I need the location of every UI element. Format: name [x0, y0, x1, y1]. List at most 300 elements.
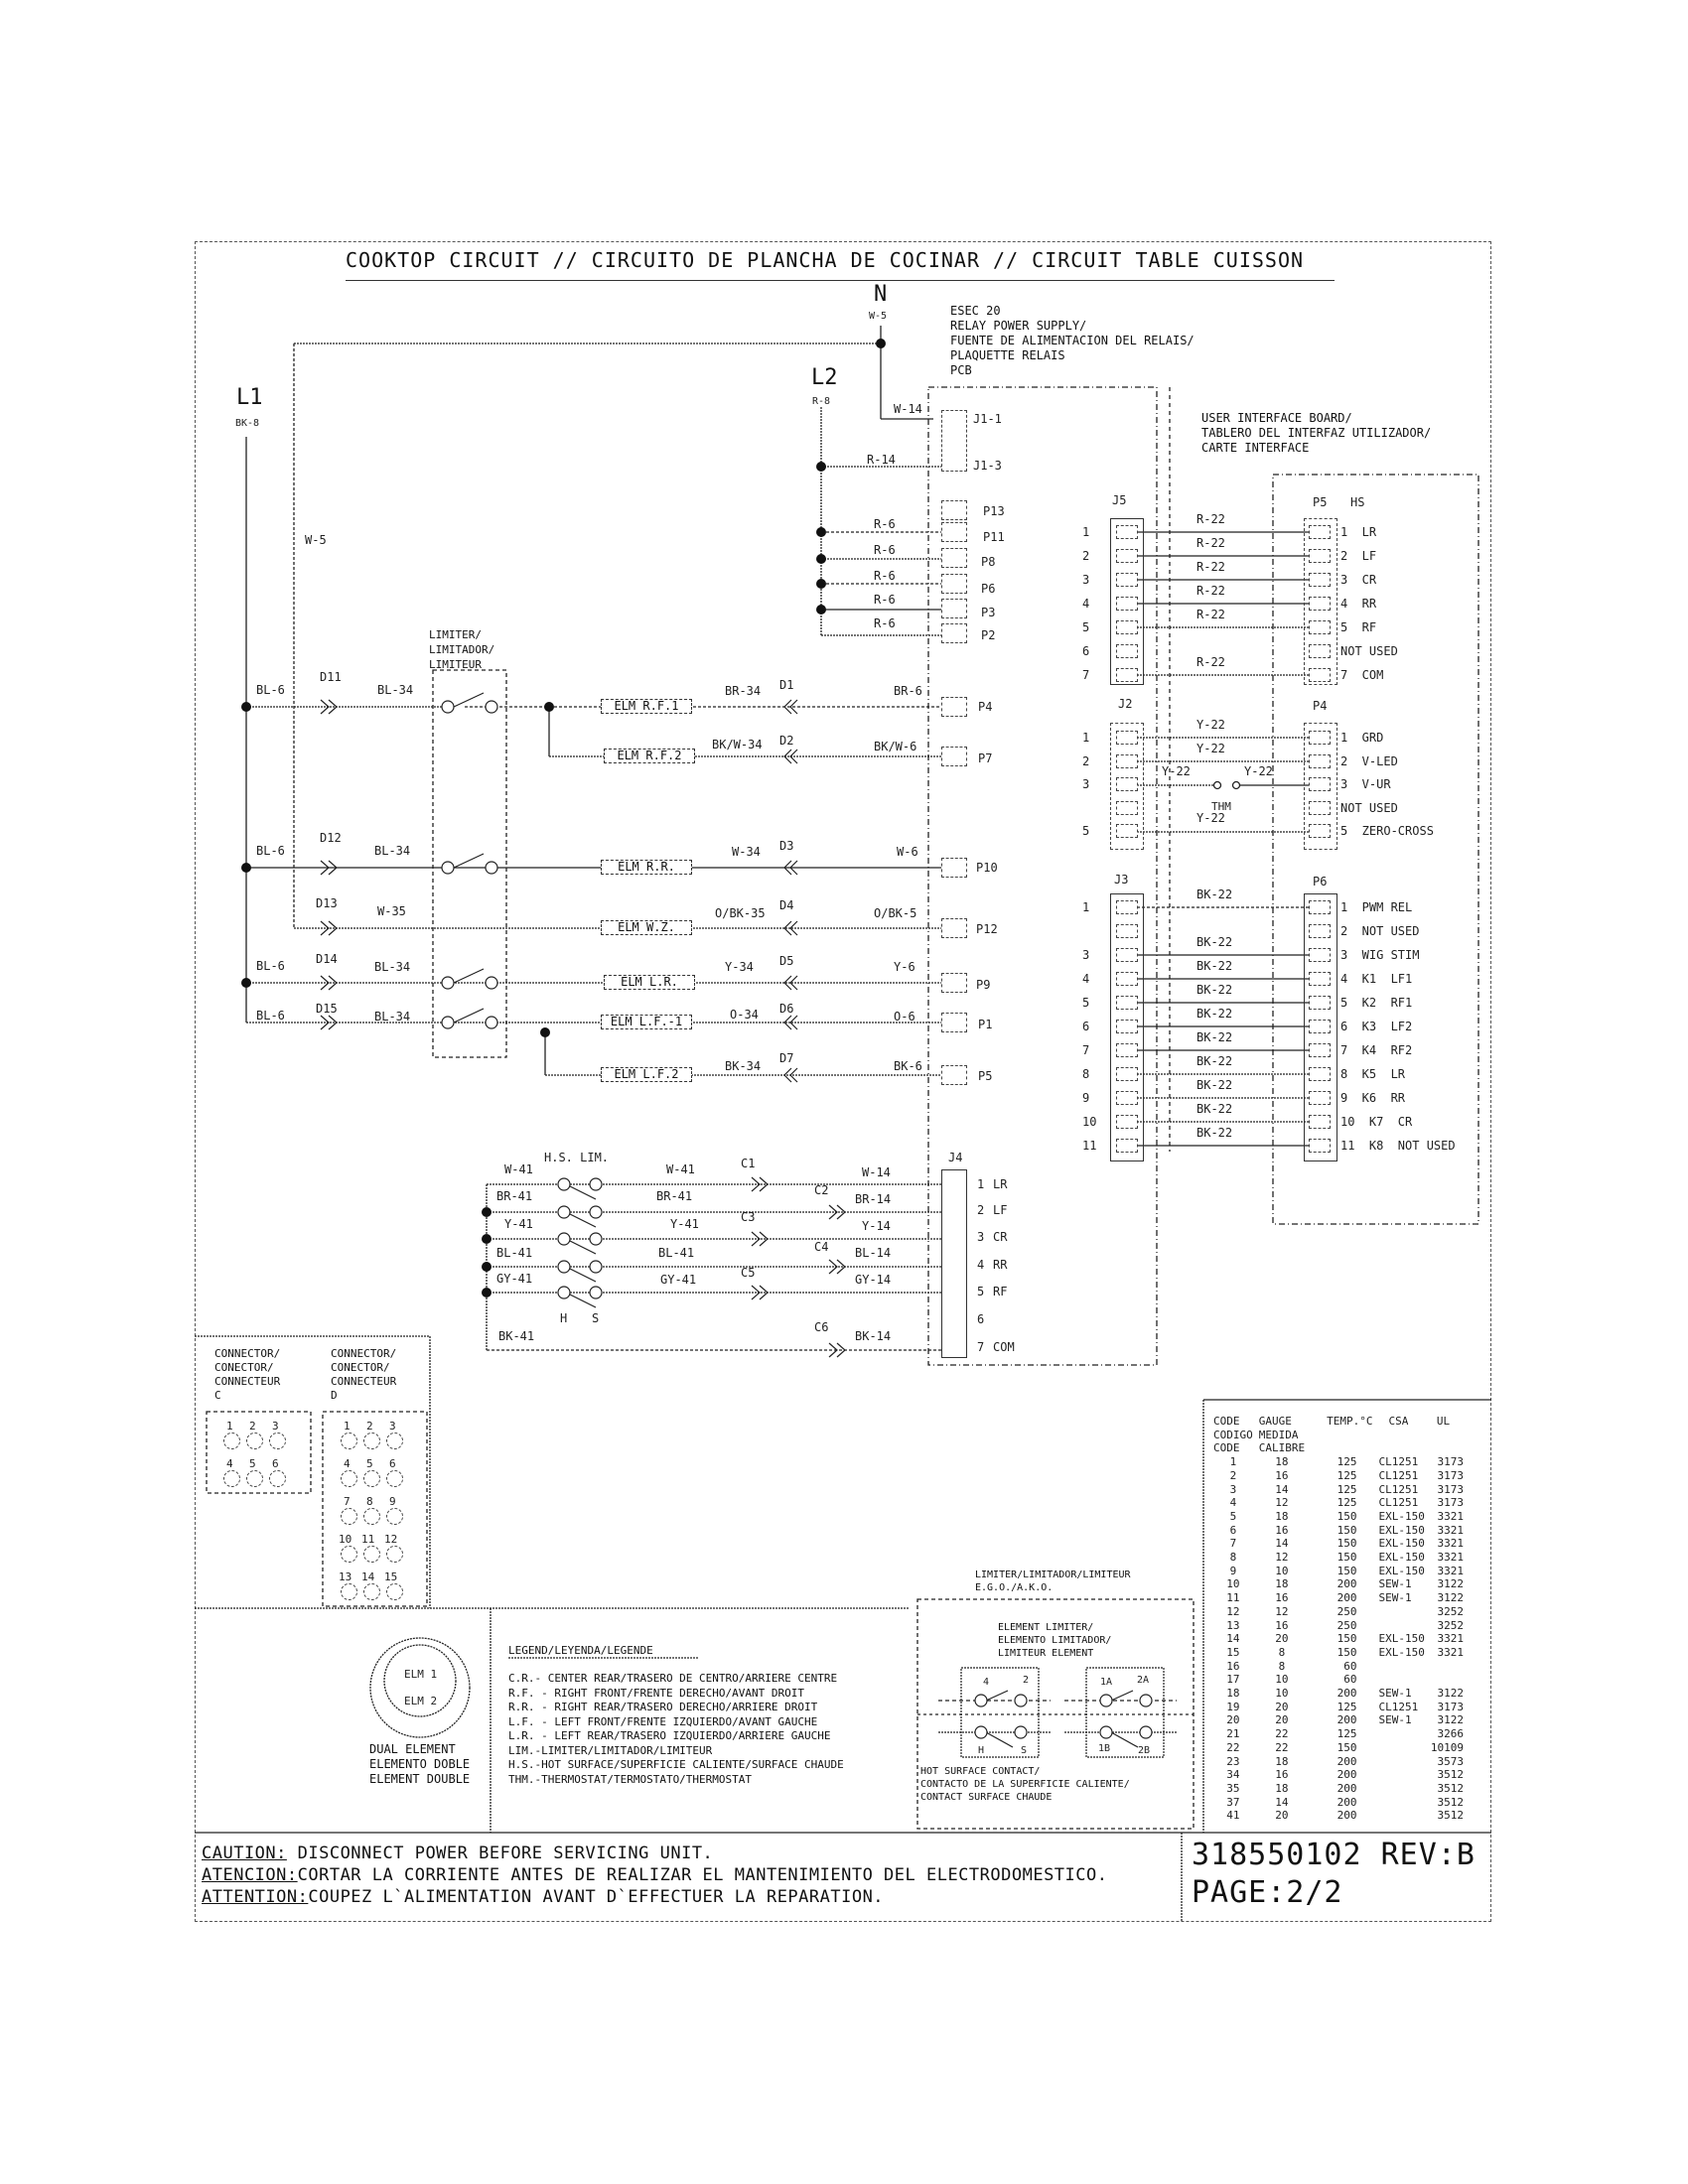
wire-code-row: 37 14 200 3512 [1226, 1795, 1464, 1809]
connector-pin [1309, 1067, 1331, 1081]
j4-pin-name: RF [993, 1285, 1008, 1298]
connector-pin-socket [223, 1470, 240, 1487]
j4-connector [941, 1169, 967, 1358]
wire-label: BK-22 [1196, 1030, 1233, 1044]
wire-code-row: 16 8 60 [1226, 1659, 1357, 1673]
connector-pin [1309, 1115, 1331, 1129]
header-csa: CSA [1388, 1415, 1409, 1428]
connector-pin-number: 1 [344, 1420, 351, 1433]
connector-out: D4 [779, 898, 794, 912]
wire-label: BL-14 [855, 1246, 892, 1260]
wire-label: BR-41 [656, 1189, 693, 1203]
terminal-label: 4 [983, 1677, 990, 1688]
caution-label: CAUTION: [202, 1843, 287, 1863]
wire-label: GY-14 [855, 1273, 892, 1287]
connector-pin [1116, 1067, 1138, 1081]
relay-board-title: ESEC 20 RELAY POWER SUPPLY/ FUENTE DE ALIMENTACION DEL RELAIS/ PLAQUETTE RELAIS PCB [950, 304, 1195, 377]
connector-pin-socket [363, 1583, 380, 1600]
connector-pin [1116, 996, 1138, 1010]
pin-label: P8 [981, 555, 996, 569]
relay-pin-p3 [941, 599, 967, 618]
wire-in: BL-34 [374, 960, 411, 974]
connector-pin [1309, 573, 1331, 587]
wire-label: BK-14 [855, 1329, 892, 1343]
legend [508, 1643, 844, 1787]
connector-pin-socket [269, 1470, 286, 1487]
connector-pin [1116, 597, 1138, 611]
wire-out: O-34 [730, 1008, 759, 1022]
pin-function-label: 4 RR [1340, 597, 1377, 611]
connector-pin [1309, 824, 1331, 838]
pin-number: 2 [1082, 549, 1090, 563]
connector-pin-socket [386, 1546, 403, 1563]
j4-pin-number: 2 [977, 1203, 985, 1217]
connector-id: C4 [814, 1240, 829, 1254]
connector-pin-socket [386, 1583, 403, 1600]
pin-number: 1 [1082, 525, 1090, 539]
wire-code-row: 17 10 60 [1226, 1673, 1357, 1687]
p6-label: P6 [1313, 875, 1328, 888]
wire-label: BL-41 [658, 1246, 695, 1260]
wire-label: BK-22 [1196, 1007, 1233, 1021]
relay-pin-p13 [941, 500, 967, 520]
wire-label: R-22 [1196, 655, 1225, 669]
connector-pin-number: 11 [361, 1533, 375, 1546]
wire-label: GY-41 [660, 1273, 697, 1287]
thermostat-label: THM [1211, 800, 1231, 813]
part-number: 318550102 REV:B [1192, 1838, 1476, 1872]
wire-out: BK-34 [725, 1059, 762, 1073]
element-rf2: ELM R.F.2 [604, 749, 695, 763]
connector-pin [1116, 668, 1138, 682]
wire-label: Y-41 [670, 1217, 699, 1231]
page-number: PAGE:2/2 [1192, 1875, 1343, 1910]
connector-pin-number: 13 [339, 1570, 352, 1583]
connector-id: D13 [316, 896, 338, 910]
relay-pin-p7 [941, 747, 967, 766]
pin-number: 2 [1082, 753, 1090, 768]
j4-pin-number: 5 [977, 1285, 985, 1298]
pin-function-label: 5 ZERO-CROSS [1340, 824, 1434, 838]
connector-pin-number: 5 [366, 1457, 373, 1470]
pin-label: P9 [976, 978, 991, 992]
pin-function-label: 5 K2 RF1 [1340, 996, 1413, 1010]
element-lf2: ELM L.F.2 [601, 1067, 692, 1082]
element-rf1: ELM R.F.1 [601, 699, 692, 714]
pin-number: 10 [1082, 1115, 1097, 1129]
connector-pin [1309, 900, 1331, 914]
connector-pin [1116, 1020, 1138, 1033]
board-wire: O/BK-5 [874, 906, 917, 920]
header-ul: UL [1436, 1415, 1451, 1428]
pin-label: P13 [983, 504, 1005, 518]
pin-label: P12 [976, 922, 998, 936]
pin-label: P11 [983, 530, 1005, 544]
wire-out: Y-34 [725, 960, 754, 974]
connector-id: C6 [814, 1320, 829, 1334]
wire-code-row: 22 22 150 10109 [1226, 1740, 1464, 1754]
wire-label: R-6 [874, 543, 896, 557]
hs-h-label: H [560, 1311, 568, 1325]
j4-label: J4 [948, 1151, 963, 1164]
wire-label: R-6 [874, 517, 896, 531]
connector-id: C2 [814, 1183, 829, 1197]
j5-label: J5 [1112, 493, 1127, 507]
connector-pin [1309, 1043, 1331, 1057]
connector-pin [1309, 754, 1331, 768]
board-wire: W-6 [897, 845, 918, 859]
connector-pin [1309, 731, 1331, 745]
wire-code-row: 6 16 150 EXL-150 3321 [1229, 1523, 1464, 1537]
pin-function-label: 5 RF [1340, 620, 1377, 634]
pin-function-label: 6 K3 LF2 [1340, 1020, 1413, 1033]
connector-d-label: CONNECTOR/ CONECTOR/ CONNECTEUR D [331, 1347, 397, 1402]
j1-connector [941, 410, 967, 472]
wire-code-row: 9 10 150 EXL-150 3321 [1229, 1564, 1464, 1577]
connector-pin [1116, 824, 1138, 838]
connector-pin [1309, 924, 1331, 938]
connector-id: D14 [316, 952, 338, 966]
connector-pin-number: 3 [389, 1420, 396, 1433]
wire-label: BR-41 [496, 1189, 533, 1203]
connector-pin-socket [386, 1508, 403, 1525]
legend-title: LEGEND/LEYENDA/LEGENDE [508, 1644, 653, 1657]
board-wire: Y-6 [894, 960, 915, 974]
p5-label: P5 [1313, 495, 1328, 509]
connector-pin-number: 14 [361, 1570, 375, 1583]
element-lf1: ELM L.F.-1 [601, 1015, 692, 1029]
legend-item: L.R. - LEFT REAR/TRASERO IZQUIERDO/ARRIERE GAUCHE [508, 1729, 831, 1742]
wire-label: BK-22 [1196, 983, 1233, 997]
pin-function-label: 7 COM [1340, 668, 1384, 682]
j1-1-pin: J1-1 [973, 412, 1002, 426]
wire-label: BK-41 [498, 1329, 535, 1343]
pin-function-label: 8 K5 LR [1340, 1067, 1406, 1081]
caution-text: DISCONNECT POWER BEFORE SERVICING UNIT. [286, 1843, 714, 1863]
connector-pin-socket [363, 1470, 380, 1487]
element-rr: ELM R.R. [601, 860, 692, 875]
terminal-label: 2B [1138, 1745, 1151, 1756]
connector-pin-number: 4 [226, 1457, 233, 1470]
connector-pin [1116, 1115, 1138, 1129]
attention-label: ATTENTION: [202, 1887, 309, 1907]
pin-number: 3 [1082, 573, 1090, 587]
wire-label: Y-22 [1196, 741, 1225, 755]
relay-pin-p1 [941, 1013, 967, 1032]
pin-function-label: 11 K8 NOT USED [1340, 1139, 1456, 1153]
board-wire: BK/W-6 [874, 740, 917, 753]
connector-pin-number: 6 [272, 1457, 279, 1470]
hs-lim-label: H.S. LIM. [544, 1151, 610, 1164]
connector-pin-number: 1 [226, 1420, 233, 1433]
connector-pin [1309, 1139, 1331, 1153]
connector-pin-number: 7 [344, 1495, 351, 1508]
legend-item: R.F. - RIGHT FRONT/FRENTE DERECHO/AVANT DROIT [508, 1686, 805, 1700]
wire-label: Y-41 [504, 1217, 533, 1231]
relay-pin-p8 [941, 548, 967, 568]
wire-label: R-6 [874, 569, 896, 583]
wire-code-row: 19 20 125 CL1251 3173 [1226, 1700, 1464, 1713]
relay-pin-p12 [941, 918, 967, 938]
connector-pin-socket [246, 1470, 263, 1487]
connector-id: C5 [741, 1266, 756, 1280]
caution-block [202, 1843, 1107, 1908]
wire-label: R-22 [1196, 560, 1225, 574]
pin-label: P6 [981, 582, 996, 596]
connector-pin-number: 8 [366, 1495, 373, 1508]
connector-pin-socket [363, 1508, 380, 1525]
pin-number: 1 [1082, 731, 1090, 745]
connector-pin [1116, 731, 1138, 745]
connector-pin-socket [246, 1433, 263, 1449]
wire-out: BK/W-34 [712, 738, 763, 751]
wire-out: O/BK-35 [715, 906, 766, 920]
wire-code-row: 21 22 125 3266 [1226, 1727, 1464, 1741]
relay-pin-p9 [941, 973, 967, 993]
wire-label: BR-14 [855, 1192, 892, 1206]
connector-pin [1309, 777, 1331, 791]
pin-function-label: NOT USED [1340, 800, 1398, 815]
wire-in: W-35 [377, 904, 406, 918]
connector-pin [1309, 525, 1331, 539]
connector-pin-number: 6 [389, 1457, 396, 1470]
pin-function-label: 7 K4 RF2 [1340, 1043, 1413, 1057]
neutral-label: N [874, 282, 888, 307]
wire-in: BL-34 [374, 844, 411, 858]
wire-label: BK-22 [1196, 935, 1233, 949]
wire-label: BK-22 [1196, 1078, 1233, 1092]
wire-label: R-22 [1196, 536, 1225, 550]
neutral-wire: W-5 [869, 311, 888, 322]
connector-pin [1116, 1091, 1138, 1105]
pin-function-label: 9 K6 RR [1340, 1091, 1406, 1105]
pin-function-label: 3 V-UR [1340, 777, 1391, 791]
pin-function-label: 2 V-LED [1340, 753, 1398, 768]
legend-item: H.S.-HOT SURFACE/SUPERFICIE CALIENTE/SURFACE CHAUDE [508, 1758, 844, 1771]
wire-code-row: 41 20 200 3512 [1226, 1809, 1464, 1823]
wire-code-table: CODE GAUGE TEMP.°C CSA UL CODIGO MEDIDA CODE CALIBRE 1 18 125 CL1251 3173 2 16 125 CL1251 3173 3 14 125 CL1251 3173 4 12 125 CL1251 3173 5 18 150 EXL-150 3321 6 16 150 EXL-150 3321 7 14 150 EXL-150 3321 8 12 150 EXL-150 3321 9 10 150 EXL-150 3321 10 18 200 SEW-1 3122 11 16 200 SEW-1 3122 12 12 250 3252 13 16 250 3252 14 20 150 EXL-150 3321 15 8 150 EXL-150 3321 16 8 60 17 10 60 18 10 200 SEW-1 3122 19 20 125 CL1251 3173 20 20 200 SEW-1 3122 21 22 125 3266 22 22 150 10109 23 18 200 3573 34 16 200 3512 35 18 200 3512 37 14 200 3512 41 20 200 3512 [1213, 1415, 1470, 1823]
connector-pin-socket [341, 1470, 357, 1487]
connector-pin-socket [386, 1433, 403, 1449]
pin-label: P7 [978, 751, 993, 765]
wire-code-row: 35 18 200 3512 [1226, 1781, 1464, 1795]
connector-pin [1116, 754, 1138, 768]
j4-pin-name: CR [993, 1230, 1008, 1244]
connector-pin [1309, 644, 1331, 658]
j3-label: J3 [1114, 873, 1129, 887]
pin-number: 6 [1082, 644, 1090, 658]
pin-number: 4 [1082, 972, 1090, 986]
wire-code-row: 12 12 250 3252 [1226, 1604, 1464, 1618]
j4-pin-name: COM [993, 1340, 1015, 1354]
j4-pin-number: 6 [977, 1312, 985, 1326]
connector-pin [1309, 996, 1331, 1010]
p5-sublabel: HS [1350, 495, 1365, 509]
connector-pin [1309, 620, 1331, 634]
atencion-label: ATENCION: [202, 1865, 298, 1885]
connector-pin [1309, 668, 1331, 682]
terminal-label: S [1021, 1745, 1028, 1756]
pin-label: P4 [978, 700, 993, 714]
pin-number: 7 [1082, 1043, 1090, 1057]
j4-pin-number: 3 [977, 1230, 985, 1244]
connector-pin-socket [269, 1433, 286, 1449]
wire-code-row: 4 12 125 CL1251 3173 [1229, 1496, 1464, 1510]
legend-item: L.F. - LEFT FRONT/FRENTE IZQUIERDO/AVANT GAUCHE [508, 1714, 818, 1728]
connector-pin-number: 5 [249, 1457, 256, 1470]
feed-wire: BL-6 [256, 844, 285, 858]
connector-pin [1309, 972, 1331, 986]
l2-wire: R-8 [812, 396, 831, 407]
connector-pin [1116, 620, 1138, 634]
pin-number: 6 [1082, 1020, 1090, 1033]
pin-number: 3 [1082, 777, 1090, 791]
limiter-label: LIMITER/ LIMITADOR/ LIMITEUR [429, 628, 495, 671]
connector-pin-socket [341, 1546, 357, 1563]
connector-out: D2 [779, 734, 794, 748]
hot-surface-contact-label: HOT SURFACE CONTACT/ CONTACTO DE LA SUPERFICIE CALIENTE/ CONTACT SURFACE CHAUDE [920, 1766, 1130, 1803]
j1-1-wire: W-14 [894, 402, 922, 416]
pin-function-label: 1 LR [1340, 525, 1377, 539]
hs-s-label: S [592, 1311, 600, 1325]
wire-label: W-14 [862, 1165, 891, 1179]
relay-pin-p5 [941, 1065, 967, 1085]
relay-pin-p6 [941, 574, 967, 594]
pin-number: 7 [1082, 668, 1090, 682]
connector-pin-socket [341, 1583, 357, 1600]
connector-pin [1116, 573, 1138, 587]
wire-code-row: 8 12 150 EXL-150 3321 [1229, 1551, 1464, 1565]
connector-pin [1116, 801, 1138, 815]
legend-item: R.R. - RIGHT REAR/TRASERO DERECHO/ARRIERE DROIT [508, 1701, 818, 1713]
feed-wire: BL-6 [256, 683, 285, 697]
connector-pin [1116, 972, 1138, 986]
pin-function-label: 1 GRD [1340, 731, 1384, 745]
relay-pin-p2 [941, 623, 967, 643]
wire-code-row: 14 20 150 EXL-150 3321 [1226, 1632, 1464, 1646]
wire-code-row: 13 16 250 3252 [1226, 1618, 1464, 1632]
terminal-label: 1A [1100, 1677, 1113, 1688]
wire-label: GY-41 [496, 1272, 533, 1286]
wire-label: Y-14 [862, 1219, 891, 1233]
connector-pin [1116, 1139, 1138, 1153]
pin-function-label: 10 K7 CR [1340, 1115, 1413, 1129]
wire-label: Y-22 [1196, 718, 1225, 732]
connector-pin-socket [363, 1546, 380, 1563]
wire-label: Y-22 [1162, 764, 1191, 778]
connector-pin [1309, 597, 1331, 611]
pin-function-label: NOT USED [1340, 644, 1398, 658]
page-title: COOKTOP CIRCUIT // CIRCUITO DE PLANCHA DE COCINAR // CIRCUIT TABLE CUISSON [346, 248, 1305, 272]
connector-out: D6 [779, 1002, 794, 1016]
connector-out: D3 [779, 839, 794, 853]
connector-id: D15 [316, 1002, 338, 1016]
pin-function-label: 3 WIG STIM [1340, 948, 1420, 962]
wire-label: R-6 [874, 616, 896, 630]
relay-pin-p10 [941, 858, 967, 878]
attention-text: COUPEZ L`ALIMENTATION AVANT D`EFFECTUER LA REPARATION. [308, 1887, 885, 1907]
connector-pin-number: 12 [384, 1533, 398, 1546]
wire-label: Y-22 [1244, 764, 1273, 778]
connector-out: D5 [779, 954, 794, 968]
limiter-detail-title: LIMITER/LIMITADOR/LIMITEUR E.G.O./A.K.O. [975, 1570, 1131, 1593]
wire-in: BL-34 [377, 683, 414, 697]
j4-pin-number: 4 [977, 1258, 985, 1272]
j2-label: J2 [1118, 697, 1133, 711]
wire-label: BK-22 [1196, 1102, 1233, 1116]
connector-pin-socket [223, 1433, 240, 1449]
connector-pin [1309, 549, 1331, 563]
connector-out: D1 [779, 678, 794, 692]
header-code: CODE [1213, 1415, 1240, 1428]
wire-code-row: 18 10 200 SEW-1 3122 [1226, 1687, 1464, 1701]
connector-c-label: CONNECTOR/ CONECTOR/ CONNECTEUR C [214, 1347, 281, 1402]
pin-label: P3 [981, 606, 996, 619]
wire-code-row: 20 20 200 SEW-1 3122 [1226, 1713, 1464, 1727]
legend-item: LIM.-LIMITER/LIMITADOR/LIMITEUR [508, 1743, 713, 1757]
l2-label: L2 [811, 365, 838, 390]
board-wire: O-6 [894, 1010, 915, 1024]
connector-id: D11 [320, 670, 342, 684]
header-gauge: GAUGE [1258, 1415, 1292, 1428]
wire-label: R-22 [1196, 608, 1225, 621]
j4-pin-number: 1 [977, 1177, 985, 1191]
pin-label: P5 [978, 1069, 993, 1083]
wire-code-row: 11 16 200 SEW-1 3122 [1226, 1591, 1464, 1605]
connector-pin [1309, 801, 1331, 815]
board-wire: BK-6 [894, 1059, 922, 1073]
connector-pin-socket [341, 1508, 357, 1525]
connector-pin [1116, 924, 1138, 938]
pin-number: 8 [1082, 1067, 1090, 1081]
pin-function-label: 4 K1 LF1 [1340, 972, 1413, 986]
connector-out: D7 [779, 1051, 794, 1065]
wire-label: Y-22 [1196, 811, 1225, 825]
terminal-label: 1B [1098, 1743, 1111, 1754]
board-wire: BR-6 [894, 684, 922, 698]
j4-pin-name: RR [993, 1258, 1008, 1272]
wire-code-row: 5 18 150 EXL-150 3321 [1229, 1509, 1464, 1523]
pin-number: 11 [1082, 1139, 1097, 1153]
pin-function-label: 2 NOT USED [1340, 924, 1420, 938]
wire-label: BK-22 [1196, 1054, 1233, 1068]
legend-item: C.R.- CENTER REAR/TRASERO DE CENTRO/ARRIERE CENTRE [508, 1672, 838, 1685]
l1-label: L1 [236, 385, 263, 410]
connector-pin-number: 10 [339, 1533, 352, 1546]
relay-pin-p4 [941, 697, 967, 717]
connector-pin [1309, 1091, 1331, 1105]
connector-pin [1309, 1020, 1331, 1033]
wire-label: W-41 [504, 1162, 533, 1176]
pin-number: 1 [1082, 900, 1090, 914]
wire-label: BK-22 [1196, 887, 1233, 901]
j4-pin-number: 7 [977, 1340, 985, 1354]
wire-code-row: 2 16 125 CL1251 3173 [1229, 1468, 1464, 1482]
header-temp: TEMP.°C [1327, 1415, 1373, 1428]
wire-in: BL-34 [374, 1010, 411, 1024]
pin-number: 5 [1082, 996, 1090, 1010]
connector-pin [1309, 948, 1331, 962]
wire-label: R-6 [874, 593, 896, 607]
j1-3-wire: R-14 [867, 453, 896, 467]
connector-pin [1116, 1043, 1138, 1057]
pin-number: 4 [1082, 597, 1090, 611]
element-limiter-label: ELEMENT LIMITER/ ELEMENTO LIMITADOR/ LIMITEUR ELEMENT [998, 1622, 1112, 1659]
legend-item: THM.-THERMOSTAT/TERMOSTATO/THERMOSTAT [508, 1772, 753, 1786]
relay-pin-p11 [941, 522, 967, 542]
wire-out: BR-34 [725, 684, 762, 698]
connector-id: C1 [741, 1157, 756, 1170]
